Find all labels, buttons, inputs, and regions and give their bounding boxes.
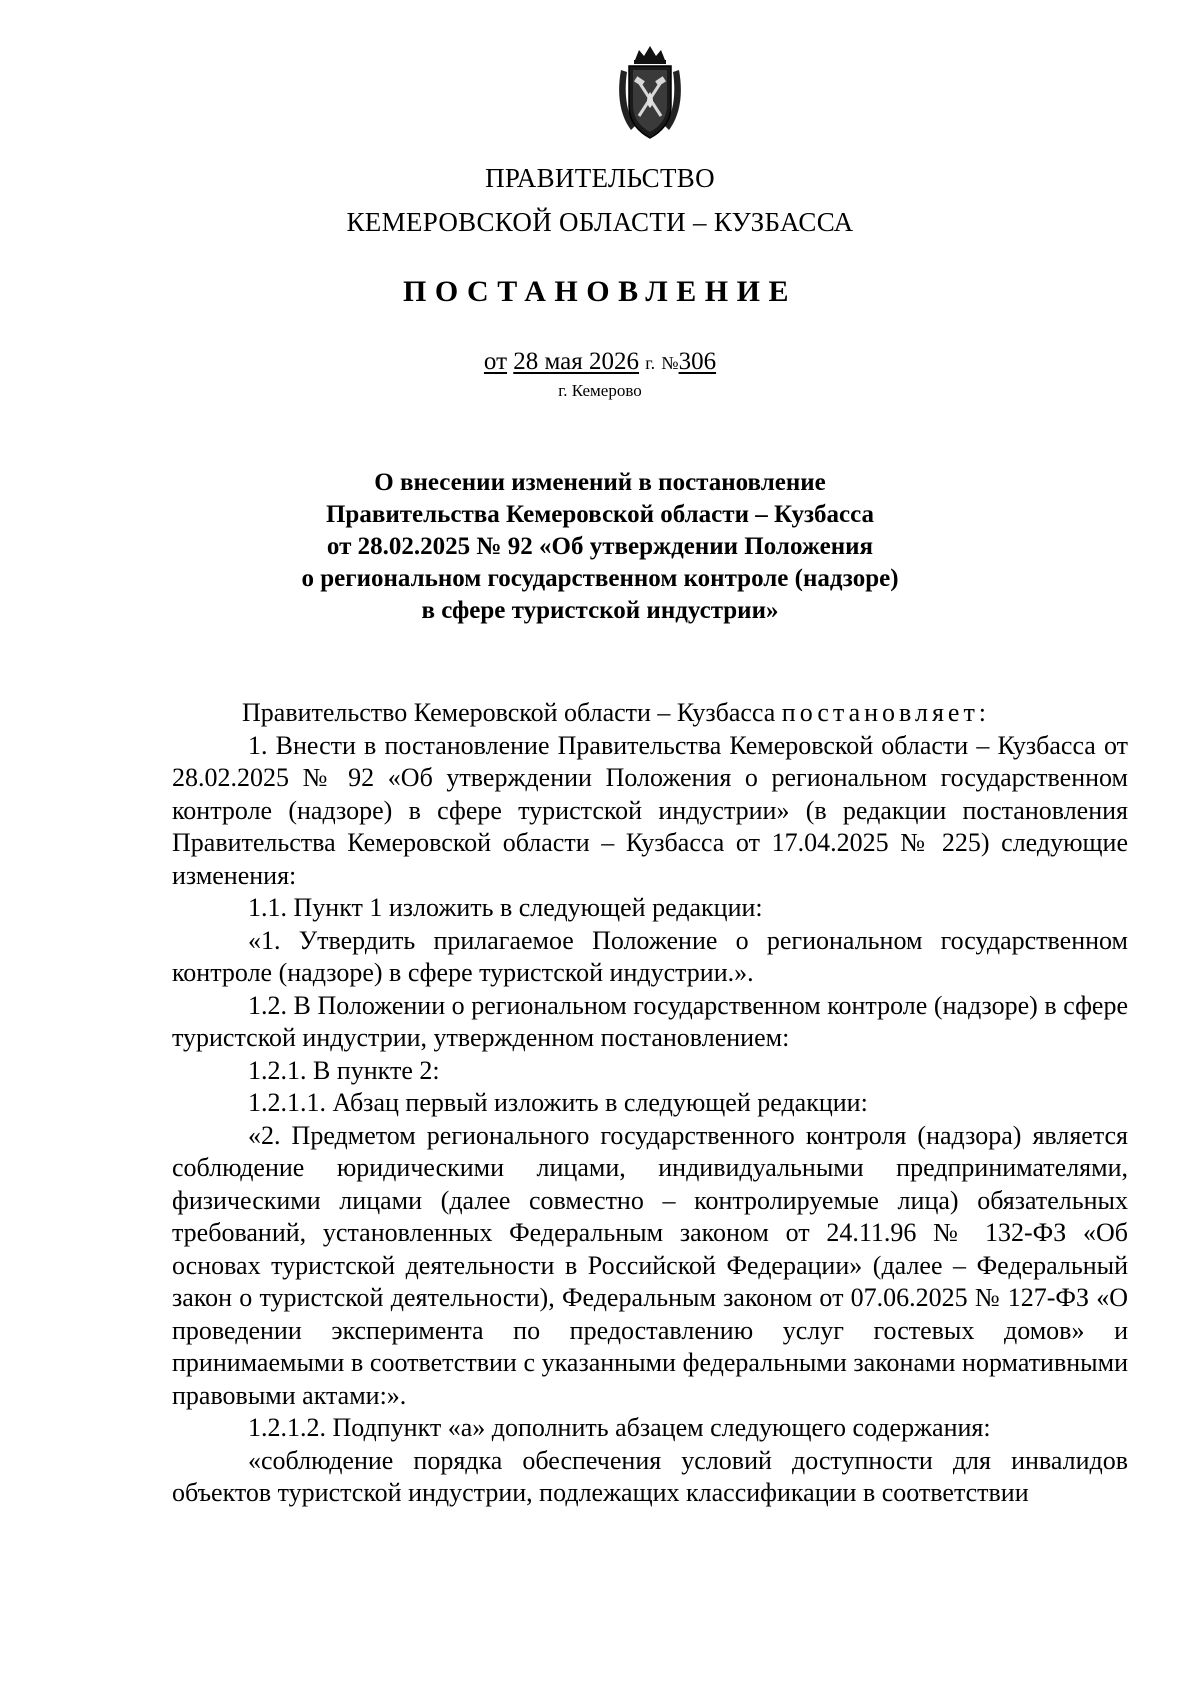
body-paragraph: 1.2.1.2. Подпункт «а» дополнить абзацем следующего содержания:: [248, 1413, 991, 1442]
year-suffix: г.: [645, 353, 656, 373]
title-line: в сфере туристской индустрии»: [421, 597, 779, 624]
body-paragraph: 1.1. Пункт 1 изложить в следующей редакции:: [248, 893, 763, 922]
document-type: ПОСТАНОВЛЕНИЕ: [403, 275, 797, 308]
title-line: от 28.02.2025 № 92 «Об утверждении Положения: [326, 533, 874, 560]
body-paragraph: «соблюдение порядка обеспечения условий доступности для инвалидов объектов туристской индустрии, подлежащих классификации в соответствии: [172, 1445, 1128, 1507]
document-title: [0, 467, 1200, 627]
date-prefix: от: [483, 348, 508, 375]
coat-of-arms-emblem: [615, 42, 685, 142]
document-date-number: [0, 346, 1200, 379]
body-paragraph: «2. Предметом регионального государственного контроля (надзора) является соблюдение юридическими лицами, индивидуальными предпринимателями, физическими лицами (далее совместно – контролируемые лица) обязательных требований, установленных Федеральным законом от 24.11.96 № 132-ФЗ «Об основах туристской деятельности в Российской Федерации» (далее – Федеральный закон о туристской деятельности), Федеральным законом от 07.06.2025 № 127-ФЗ «О проведении эксперимента по предоставлению услуг гостевых домов» и принимаемыми в соответствии с указанными федеральными законами нормативными правовыми актами:».: [172, 1120, 1128, 1410]
document-date: 28 мая 2026: [513, 348, 640, 375]
organization-name-line1: ПРАВИТЕЛЬСТВО: [485, 163, 715, 193]
document-city: г. Кемерово: [558, 381, 642, 400]
body-paragraph: «1. Утвердить прилагаемое Положение о региональном государственном контроле (надзоре) в сфере туристской индустрии.».: [172, 925, 1128, 987]
body-paragraph: 1. Внести в постановление Правительства Кемеровской области – Кузбасса от 28.02.2025 № 92 «Об утверждении Положения о региональном государственном контроле (надзоре) в сфере туристской индустрии» (в редакции постановления Правительства Кемеровской области – Кузбасса от 17.04.2025 № 225) следующие изменения:: [172, 730, 1128, 890]
title-line: Правительства Кемеровской области – Кузбасса: [325, 501, 875, 528]
document-number: 306: [678, 348, 717, 375]
preamble-verb: постановляет:: [781, 698, 991, 727]
body-paragraph: 1.2.1. В пункте 2:: [248, 1055, 440, 1085]
preamble-paragraph: [172, 697, 1128, 730]
number-sign: №: [661, 353, 679, 373]
body-paragraph: 1.2.1.1. Абзац первый изложить в следующей редакции:: [248, 1088, 868, 1117]
document-body: [172, 697, 1128, 1510]
body-paragraph: 1.2. В Положении о региональном государственном контроле (надзоре) в сфере туристской индустрии, утвержденном постановлением:: [172, 990, 1128, 1052]
organization-name-line2: КЕМЕРОВСКОЙ ОБЛАСТИ – КУЗБАССА: [346, 207, 854, 237]
title-line: О внесении изменений в постановление: [374, 469, 826, 496]
preamble-text: Правительство Кемеровской области – Кузбасса: [242, 698, 776, 727]
title-line: о региональном государственном контроле (надзоре): [301, 565, 899, 592]
